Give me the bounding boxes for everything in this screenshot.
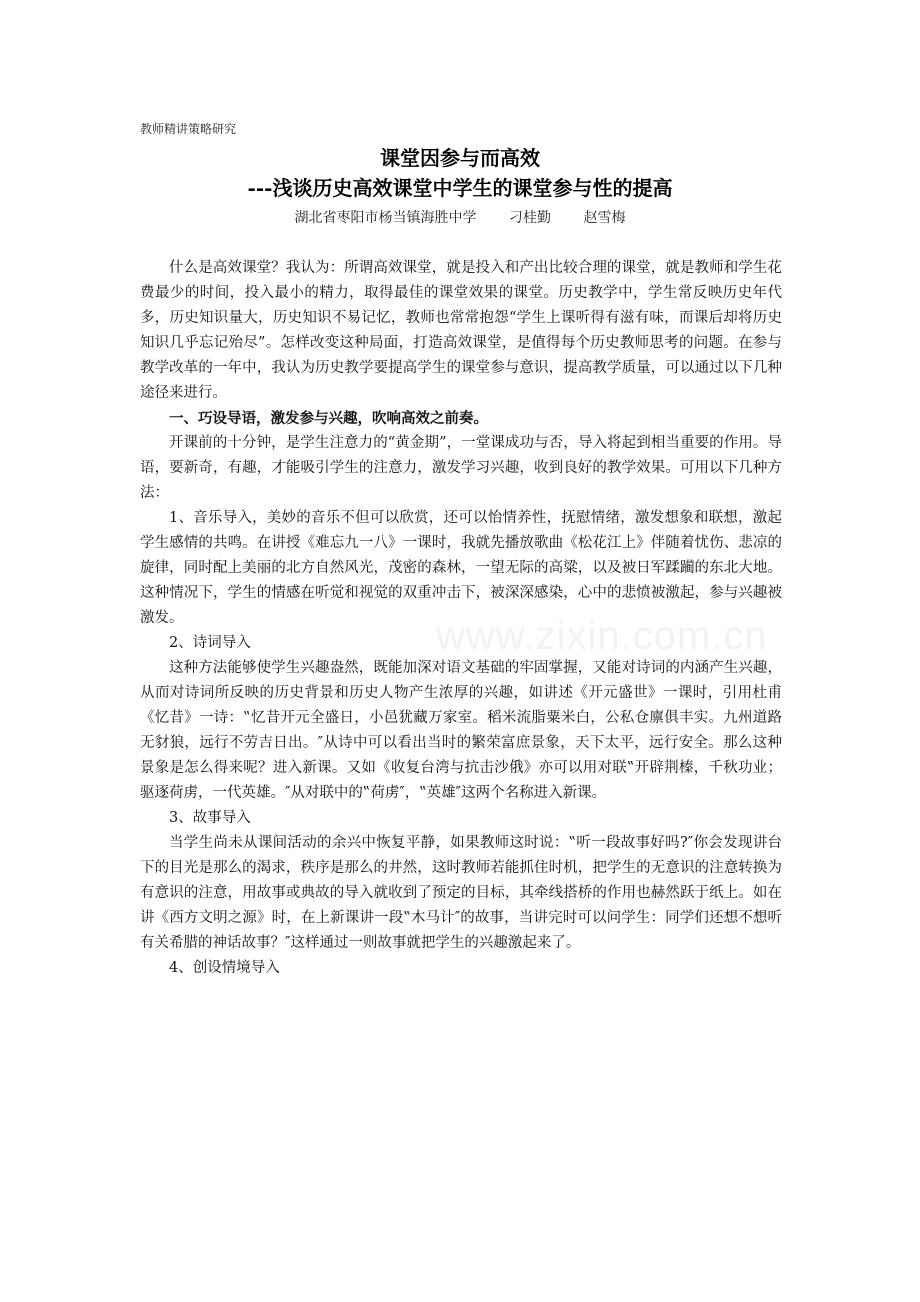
- subheading: 3、故事导入: [169, 810, 251, 826]
- watermark: www.zixin.com.cn: [436, 614, 768, 658]
- document-subtitle: ---浅谈历史高效课堂中学生的课堂参与性的提高: [247, 176, 673, 200]
- byline: [0, 208, 920, 228]
- section-heading: 一、巧设导语，激发参与兴趣，吹响高效之前奏。: [169, 410, 488, 427]
- document-body: [140, 256, 782, 981]
- subheading: 2、诗词导入: [169, 635, 251, 651]
- paragraph: 什么是高效课堂？我认为：所谓高效课堂，就是投入和产出比较合理的课堂，就是教师和学生花费最少的时间，投入最小的精力，取得最佳的课堂效果的课堂。历史教学中，学生常反映历史年代多，历史知识量大，历史知识不易记忆，教师也常常抱怨“学生上课听得有滋有味，而课后却将历史知识几乎忘记殆尽”。怎样改变这种局面，打造高效课堂，是值得每个历史教师思考的问题。在参与教学改革的一年中，我认为历史教学要提高学生的课堂参与意识，提高教学质量，可以通过以下几种途径来进行。: [140, 260, 782, 401]
- subheading: 4、创设情境导入: [169, 960, 280, 976]
- paragraph: 1、音乐导入，美妙的音乐不但可以欣赏，还可以怡情养性，抚慰情绪，激发想象和联想，激起学生感情的共鸣。在讲授《难忘九一八》一课时，我就先播放歌曲《松花江上》伴随着忧伤、悲凉的旋律，同时配上美丽的北方自然风光，茂密的森林，一望无际的高粱，以及被日军蹂躏的东北大地。这种情况下，学生的情感在听觉和视觉的双重冲击下，被深深感染，心中的悲愤被激起，参与兴趣被激发。: [140, 510, 782, 626]
- byline-school: 湖北省枣阳市杨当镇海胜中学: [294, 210, 477, 226]
- byline-author-2: 赵雪梅: [583, 210, 626, 226]
- series-label: 教师精讲策略研究: [140, 122, 237, 136]
- paragraph: 开课前的十分钟，是学生注意力的“黄金期”，一堂课成功与否，导入将起到相当重要的作用。导语，要新奇，有趣，才能吸引学生的注意力，激发学习兴趣，收到良好的教学效果。可用以下几种方法：: [140, 435, 782, 501]
- document-title: 课堂因参与而高效: [380, 146, 540, 170]
- paragraph: 当学生尚未从课间活动的余兴中恢复平静，如果教师这时说：‟听一段故事好吗?″你会发现讲台下的目光是那么的渴求，秩序是那么的井然，这时教师若能抓住时机，把学生的无意识的注意转换为有意识的注意，用故事或典故的导入就收到了预定的目标，其牵线搭桥的作用也赫然跃于纸上。如在讲《西方文明之源》时，在上新课讲一段‟木马计″的故事，当讲完时可以问学生：同学们还想不想听有关希腊的神话故事？″这样通过一则故事就把学生的兴趣激起来了。: [140, 835, 782, 951]
- paragraph: 这种方法能够使学生兴趣盎然，既能加深对语文基础的牢固掌握，又能对诗词的内涵产生兴趣，从而对诗词所反映的历史背景和历史人物产生浓厚的兴趣，如讲述《开元盛世》一课时，引用杜甫《忆昔》一诗：‟忆昔开元全盛日，小邑犹藏万家室。稻米流脂粟米白，公私仓廪俱丰实。九州道路无豺狼，远行不劳吉日出。″从诗中可以看出当时的繁荣富庶景象，天下太平，远行安全。那么这种景象是怎么得来呢？进入新课。又如《收复台湾与抗击沙俄》亦可以用对联‟开辟荆榛，千秋功业；驱逐荷虏，一代英雄。″从对联中的‟荷虏″，‟英雄″这两个名称进入新课。: [140, 660, 782, 801]
- byline-author-1: 刁桂勤: [509, 210, 551, 226]
